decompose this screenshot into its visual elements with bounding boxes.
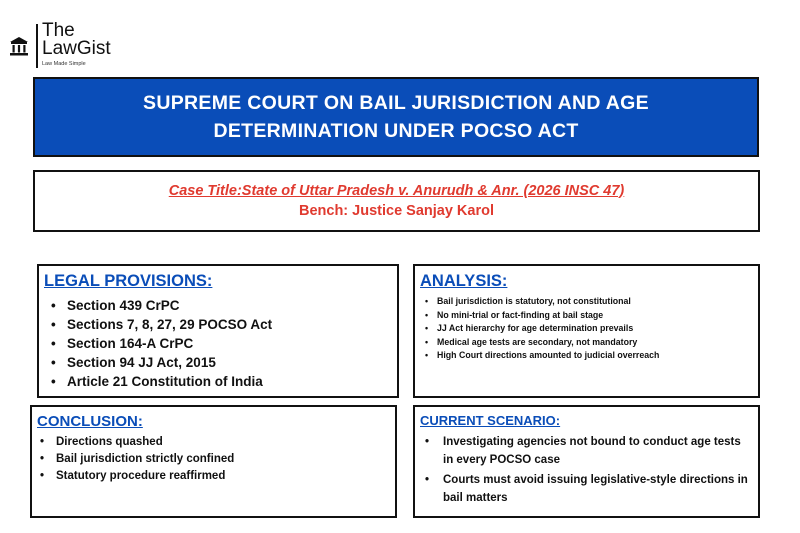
logo <box>8 22 148 72</box>
list-item: • Directions quashed <box>40 434 234 451</box>
list-item: • No mini-trial or fact-finding at bail stage <box>425 309 659 323</box>
logo-line-2: LawGist <box>42 38 111 59</box>
list-item: • Medical age tests are secondary, not mandatory <box>425 336 659 350</box>
list-item: • Section 94 JJ Act, 2015 <box>51 353 272 372</box>
list-item: • Bail jurisdiction strictly confined <box>40 451 234 468</box>
analysis-heading: ANALYSIS: <box>420 272 508 290</box>
conclusion-heading: CONCLUSION: <box>37 413 143 430</box>
analysis-list <box>425 295 659 363</box>
list-item: • High Court directions amounted to judicial overreach <box>425 349 659 363</box>
list-item: • JJ Act hierarchy for age determination prevails <box>425 322 659 336</box>
conclusion-box <box>30 405 397 518</box>
case-title: Case Title:State of Uttar Pradesh v. Anurudh & Anr. (2026 INSC 47) <box>168 182 625 199</box>
list-item: • Investigating agencies not bound to conduct age tests in every POCSO case <box>425 434 750 469</box>
logo-divider <box>36 24 38 68</box>
logo-wordmark <box>42 22 111 58</box>
list-item: • Sections 7, 8, 27, 29 POCSO Act <box>51 315 272 334</box>
logo-line-1: The <box>42 20 75 41</box>
case-info-box <box>33 170 760 232</box>
list-item: • Section 439 CrPC <box>51 296 272 315</box>
current-scenario-list <box>425 434 750 510</box>
legal-provisions-list <box>51 296 272 391</box>
list-item: • Section 164-A CrPC <box>51 334 272 353</box>
list-item: • Statutory procedure reaffirmed <box>40 468 234 485</box>
bench-info: Bench: Justice Sanjay Karol <box>298 202 494 219</box>
legal-provisions-heading: LEGAL PROVISIONS: <box>44 272 213 290</box>
list-item: • Courts must avoid issuing legislative-style directions in bail matters <box>425 472 750 507</box>
conclusion-list <box>40 434 234 485</box>
page-title: SUPREME COURT ON BAIL JURISDICTION AND AGE DETERMINATION UNDER POCSO ACT <box>143 92 649 142</box>
list-item: • Bail jurisdiction is statutory, not constitutional <box>425 295 659 309</box>
title-banner <box>33 77 759 157</box>
courthouse-icon <box>8 36 30 58</box>
legal-provisions-box <box>37 264 399 398</box>
current-scenario-box <box>413 405 760 518</box>
list-item: • Article 21 Constitution of India <box>51 372 272 391</box>
current-scenario-heading: CURRENT SCENARIO: <box>420 413 561 428</box>
analysis-box <box>413 264 760 398</box>
logo-tagline: Law Made Simple <box>42 61 86 67</box>
